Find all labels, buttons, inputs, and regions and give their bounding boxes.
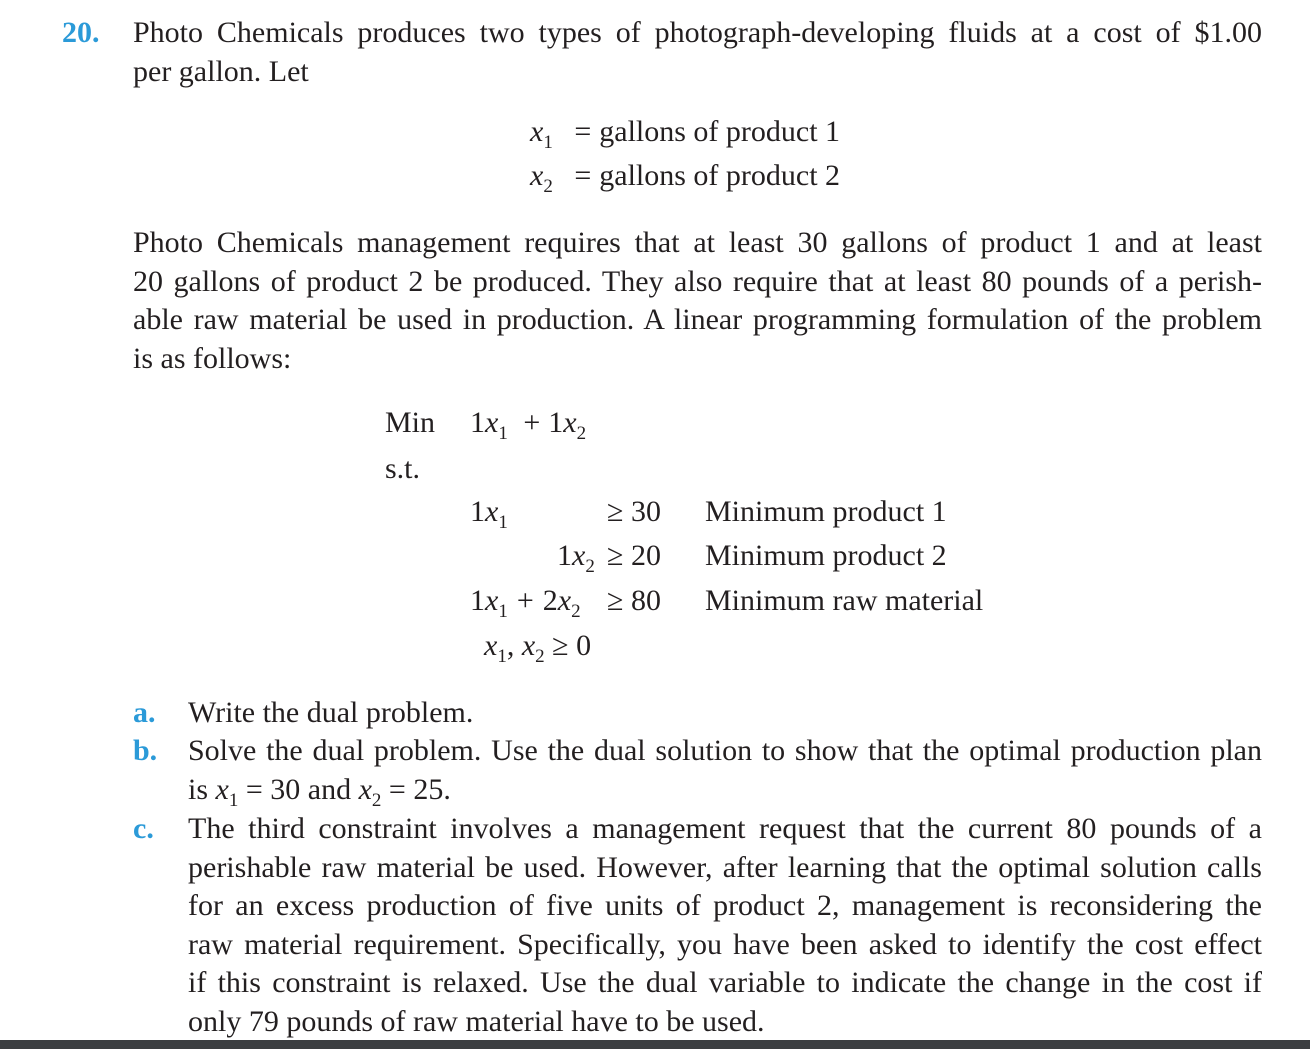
plus: + xyxy=(516,584,534,617)
definition-x2 xyxy=(530,157,840,195)
part-text xyxy=(188,732,1262,771)
coef: 1 xyxy=(470,406,485,439)
var: x xyxy=(530,159,544,192)
text-line: for an excess production of five units of product 2, management is reconsidering the xyxy=(188,889,1262,922)
constraint-1-label: Minimum product 1 xyxy=(705,495,947,528)
text-line: Photo Chemicals management requires that at least 30 gallons of product 1 and at least xyxy=(133,226,1262,259)
text-line: only 79 pounds of raw material have to be used. xyxy=(188,1004,765,1038)
x1-value: = 30 and xyxy=(245,773,352,806)
part-letter: c. xyxy=(133,812,154,845)
definition-x1 xyxy=(530,113,840,151)
text-line: raw material requirement. Specifically, you have been asked to identify the cost effect xyxy=(188,927,1262,961)
coef: 1 xyxy=(470,584,485,617)
min-label: Min xyxy=(385,406,436,439)
text-line: able raw material be used in production. A linear programming formulation of the problem xyxy=(133,303,1262,336)
text-line: Photo Chemicals produces two types of photograph-developing fluids at a cost of $1.00 xyxy=(133,16,1262,49)
constraint-2-label: Minimum product 2 xyxy=(705,539,947,572)
body-paragraph xyxy=(133,224,1262,378)
rhs: ≥ 0 xyxy=(552,629,592,662)
constraint-2-lhs: $1x_2$ xyxy=(557,539,595,577)
text-line: is as follows: xyxy=(133,341,292,375)
problem-number: 20. xyxy=(62,16,100,49)
text-line: 20 gallons of product 2 be produced. They also require that at least 80 pounds of a perish- xyxy=(133,264,1262,298)
constraint-3-lhs: $1x_1 + 2x_2$ xyxy=(470,584,581,622)
part-letter: b. xyxy=(133,734,158,767)
part-text xyxy=(188,810,1262,1041)
coef: 1 xyxy=(557,539,572,572)
constraint-2-rhs: ≥ 20 xyxy=(607,539,661,572)
bottom-scroll-bar xyxy=(0,1040,1310,1049)
plus: + xyxy=(523,406,541,439)
equals: = xyxy=(574,115,592,148)
text-line: perishable raw material be used. However, after learning that the optimal solution calls xyxy=(188,850,1262,884)
text: is xyxy=(188,773,209,806)
equals: = xyxy=(574,159,592,192)
text-line: The third constraint involves a management request that the current 80 pounds of a xyxy=(188,812,1262,845)
part-b-solution: is $x_1 = 30$ and $x_2 = 25$. xyxy=(188,773,451,811)
definition-text: gallons of product 2 xyxy=(599,159,841,192)
sub: 1 xyxy=(543,132,553,153)
constraint-3-rhs: ≥ 80 xyxy=(607,584,661,617)
coef: 1 xyxy=(548,406,564,439)
constraint-1-rhs: ≥ 30 xyxy=(607,495,661,528)
sub: 2 xyxy=(543,176,553,197)
text-line: per gallon. Let xyxy=(133,54,309,88)
coef: 1 xyxy=(470,495,485,528)
nonnegativity: $x_1$, $x_2 \ge 0$ xyxy=(484,629,592,667)
x2-value: = 25. xyxy=(388,773,451,806)
constraint-1-lhs: $1x_1$ xyxy=(470,495,508,533)
var: x xyxy=(530,115,544,148)
intro-paragraph xyxy=(133,14,1262,91)
definition-text: gallons of product 1 xyxy=(599,115,841,148)
text-line: if this constraint is relaxed. Use the dual variable to indicate the change in the cost if xyxy=(188,966,1262,999)
constraint-3-label: Minimum raw material xyxy=(705,584,984,617)
text-line: Solve the dual problem. Use the dual solution to show that the optimal production plan xyxy=(188,734,1262,767)
part-letter: a. xyxy=(133,696,156,729)
objective: $1x_1 + 1x_2$ xyxy=(470,406,587,444)
st-label: s.t. xyxy=(385,452,421,485)
coef: 2 xyxy=(542,584,558,617)
part-text: Write the dual problem. xyxy=(188,696,474,729)
